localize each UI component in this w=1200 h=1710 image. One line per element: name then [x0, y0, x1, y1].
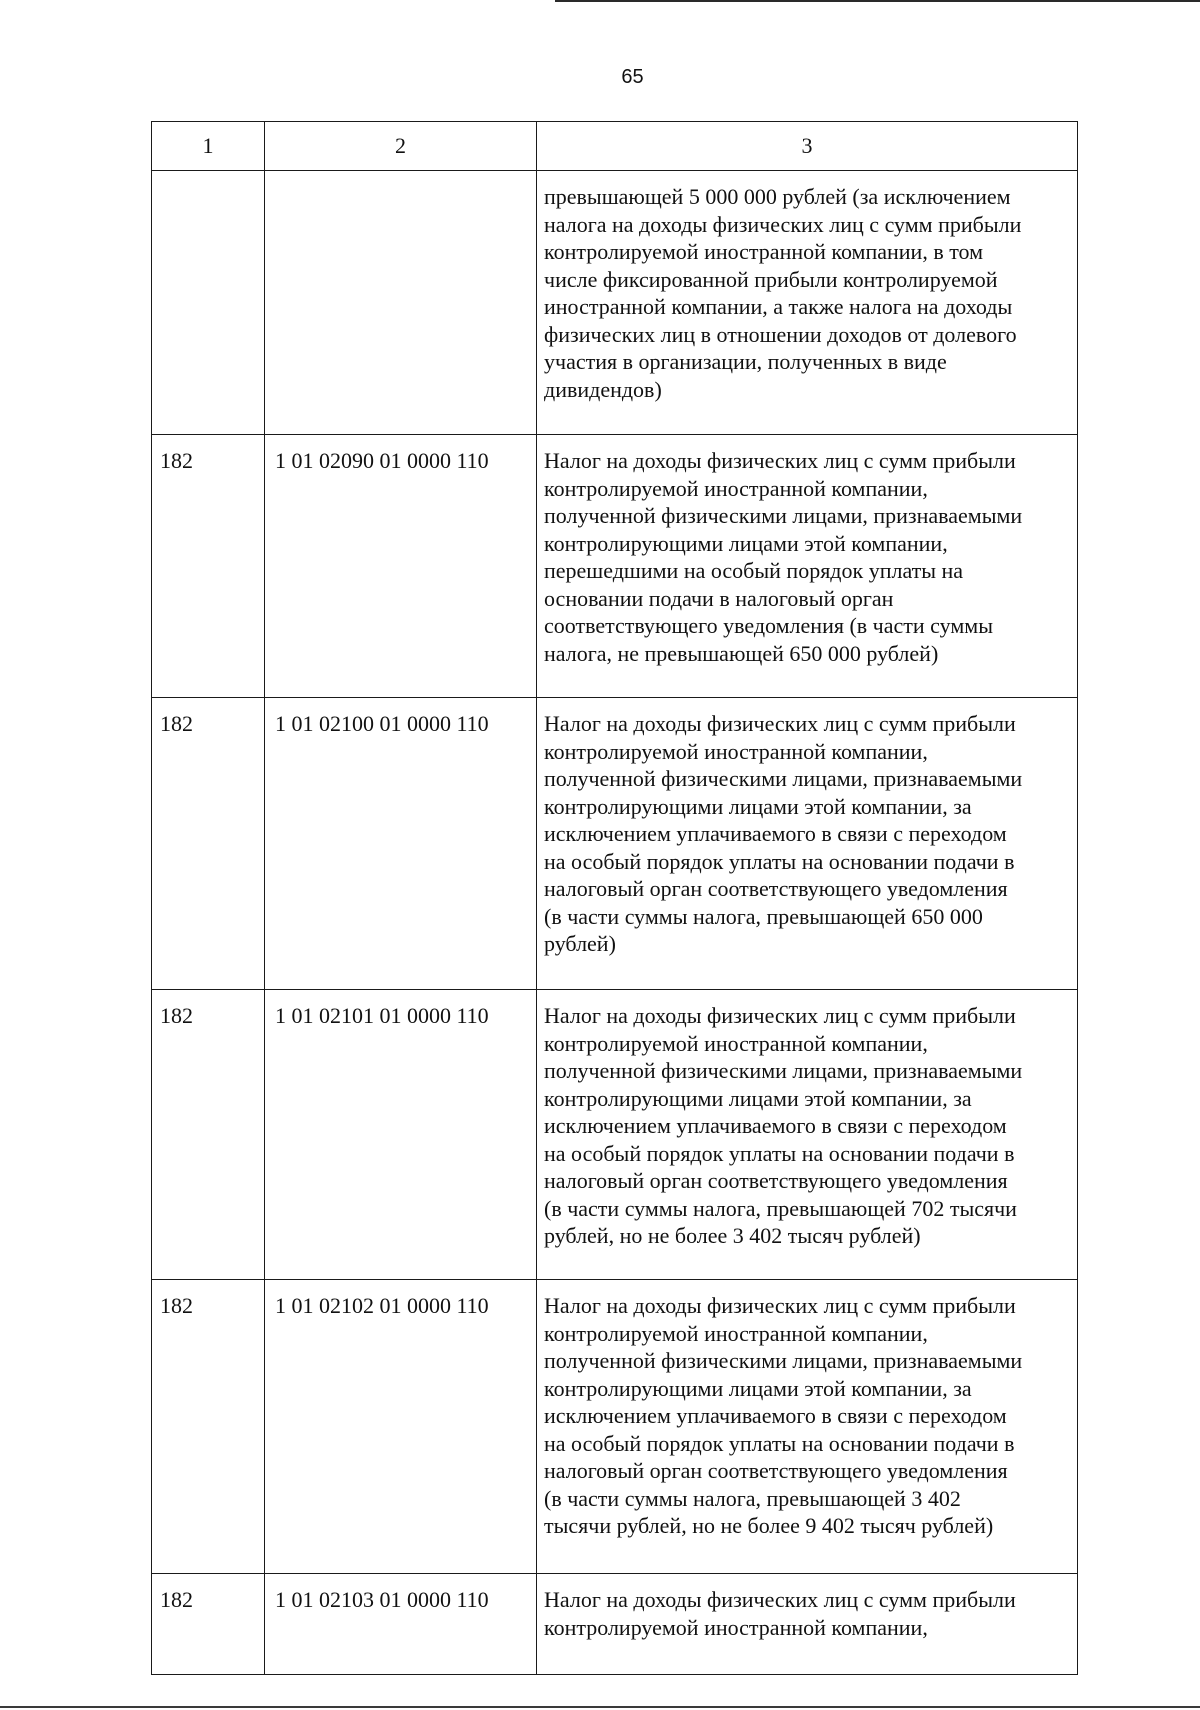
- page-number: 65: [621, 66, 644, 88]
- budget-classification-table: [151, 121, 1078, 1675]
- description-cell: [537, 698, 1078, 990]
- table-row: [152, 1280, 1078, 1574]
- admin-code-cell: 182: [152, 1280, 265, 1574]
- admin-code-cell: 182: [152, 435, 265, 698]
- description-text: Налог на доходы физических лиц с сумм прибыли контролируемой иностранной компании, полученной физическими лицами, признаваемыми контролирующими лицами этой компании, за исключением уплачиваемого в связи с переходом на особый порядок уплаты на основании подачи в налоговый орган соответствующего уведомления (в части суммы налога, превышающей 650 000 рублей): [544, 711, 1023, 956]
- description-text: превышающей 5 000 000 рублей (за исключением налога на доходы физических лиц с сумм прибыли контролируемой иностранной компании, в том числе фиксированной прибыли контролируемой иностранной компании, а также налога на доходы физических лиц в отношении доходов от долевого участия в организации, полученных в виде дивидендов): [544, 184, 1022, 402]
- description-text: Налог на доходы физических лиц с сумм прибыли контролируемой иностранной компании,: [544, 1587, 1016, 1640]
- kbk-code-cell: 1 01 02090 01 0000 110: [265, 435, 537, 698]
- description-cell: [537, 990, 1078, 1280]
- description-text: Налог на доходы физических лиц с сумм прибыли контролируемой иностранной компании, полученной физическими лицами, признаваемыми контролирующими лицами этой компании, перешедшими на особый порядок уплаты на основании подачи в налоговый орган соответствующего уведомления (в части суммы налога, не превышающей 650 000 рублей): [544, 448, 1023, 666]
- kbk-code-cell: [265, 171, 537, 435]
- header-cell-col-3: 3: [537, 122, 1078, 171]
- admin-code-cell: [152, 171, 265, 435]
- admin-code-cell: 182: [152, 698, 265, 990]
- description-text: Налог на доходы физических лиц с сумм прибыли контролируемой иностранной компании, полученной физическими лицами, признаваемыми контролирующими лицами этой компании, за исключением уплачиваемого в связи с переходом на особый порядок уплаты на основании подачи в налоговый орган соответствующего уведомления (в части суммы налога, превышающей 702 тысячи рублей, но не более 3 402 тысяч рублей): [544, 1003, 1023, 1248]
- description-text: Налог на доходы физических лиц с сумм прибыли контролируемой иностранной компании, полученной физическими лицами, признаваемыми контролирующими лицами этой компании, за исключением уплачиваемого в связи с переходом на особый порядок уплаты на основании подачи в налоговый орган соответствующего уведомления (в части суммы налога, превышающей 3 402 тысячи рублей, но не более 9 402 тысяч рублей): [544, 1293, 1023, 1538]
- bottom-edge-rule: [0, 1706, 1200, 1708]
- description-cell: [537, 1574, 1078, 1675]
- description-cell: [537, 171, 1078, 435]
- table-header-row: [152, 122, 1078, 171]
- table-row: [152, 990, 1078, 1280]
- description-cell: [537, 1280, 1078, 1574]
- admin-code-cell: 182: [152, 1574, 265, 1675]
- description-cell: [537, 435, 1078, 698]
- admin-code-cell: 182: [152, 990, 265, 1280]
- kbk-code-cell: 1 01 02102 01 0000 110: [265, 1280, 537, 1574]
- header-cell-col-2: 2: [265, 122, 537, 171]
- table-row: [152, 1574, 1078, 1675]
- kbk-code-cell: 1 01 02100 01 0000 110: [265, 698, 537, 990]
- top-edge-rule: [555, 0, 1200, 2]
- kbk-code-cell: 1 01 02103 01 0000 110: [265, 1574, 537, 1675]
- table-row: [152, 435, 1078, 698]
- header-cell-col-1: 1: [152, 122, 265, 171]
- table-row: [152, 698, 1078, 990]
- kbk-code-cell: 1 01 02101 01 0000 110: [265, 990, 537, 1280]
- table-row: [152, 171, 1078, 435]
